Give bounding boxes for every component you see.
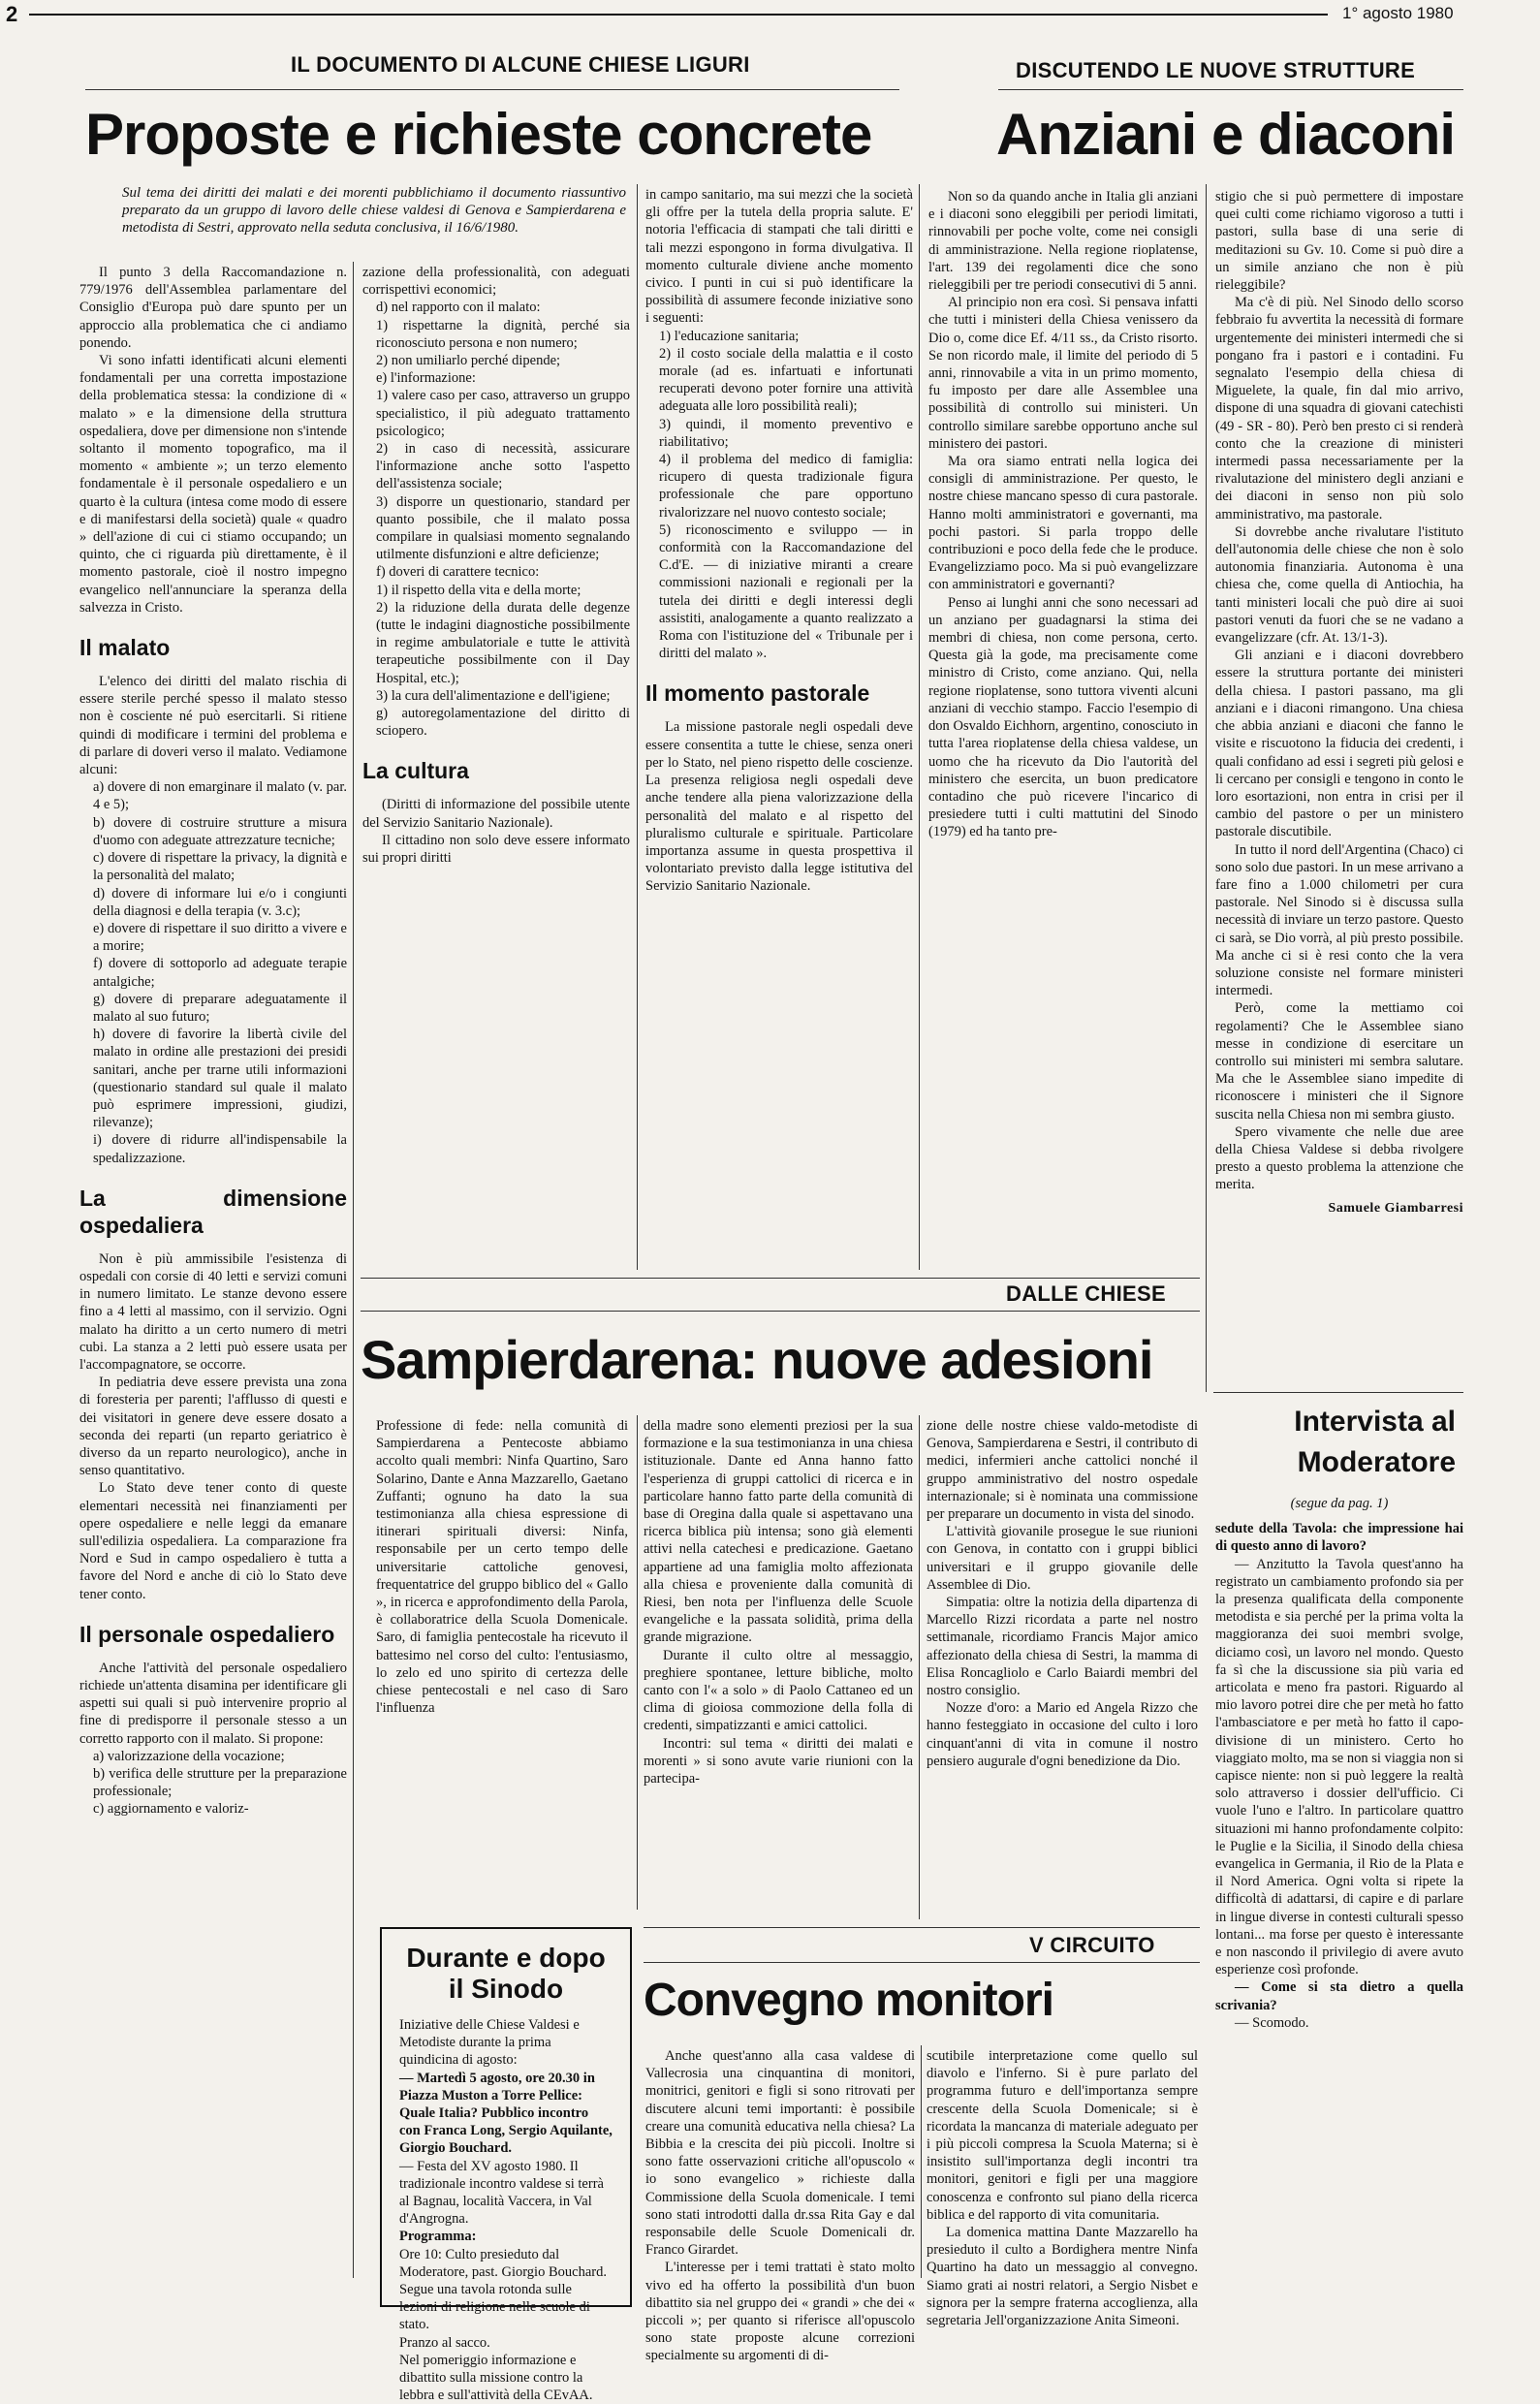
paragraph: Ore 10: Culto presieduto dal Moderatore, past. Giorgio Bouchard. Segue una tavola rotonda sulle lezioni di religione nelle scuole di stato. bbox=[399, 2246, 607, 2333]
subhead-personale: Il personale ospedaliero bbox=[79, 1621, 335, 1647]
list-item: b) dovere di costruire strutture a misura d'uomo con adeguate attrezzature tecniche; bbox=[93, 814, 347, 848]
paragraph: Gli anziani e i diaconi dovrebbero essere la struttura portante dei ministeri della chiesa. I pastori passano, ma gli anziani e i diaconi rimangono. Una chiesa che abbia anziani e diaconi che fanno le visite e riscuotono la fiducia dei credenti, i quali confidano ad essi i segreti più gelosi e li cercano per consigli e tengono in conto le loro esortazioni, non entra in crisi per il cambio del pastore o per un ministero pastorale discutibile. bbox=[1215, 648, 1463, 840]
paragraph: della madre sono elementi preziosi per la sua formazione e la sua testimonianza in una chiesa istituzionale. Dante ed Anna hanno fatto l'esperienza di gruppi cattolici di ricerca e in particolare hanno fatto parte della comunità di base di Oregina dalla quale si aspettavano una ricerca biblica più intensa; sono già elementi attivi nella catechesi e predicazione. Gaetano appartiene ad una famiglia molto affezionata alla chiesa e proveniente dalla comunità di Riesi, ben nota per l'influenza delle Scuole evangeliche e la passata solidità, prima della grande migrazione. bbox=[644, 1418, 913, 1646]
paragraph: L'attività giovanile prosegue le sue riunioni con Genova, in contatto con i gruppi biblici universitari e il gruppo giovanile delle Assemblee di Dio. bbox=[927, 1524, 1198, 1593]
headline-anziani: Anziani e diaconi bbox=[996, 102, 1456, 167]
page-number: 2 bbox=[6, 2, 18, 26]
section-rule bbox=[361, 1311, 1200, 1312]
intervista-title: Intervista al Moderatore bbox=[1294, 1406, 1456, 1478]
column-rule bbox=[921, 2045, 922, 2278]
kicker-left: IL DOCUMENTO DI ALCUNE CHIESE LIGURI bbox=[291, 52, 750, 77]
subhead-cultura: La cultura bbox=[362, 758, 469, 784]
paragraph: stigio che si può permettere di impostare quei culti come richiamo vigoroso a tutti i pastori, sulla base di una serie di meditazioni su Gv. 10. Come si può dire a un simile anziano che non è più rieleggibile? bbox=[1215, 189, 1463, 294]
right-column-1 bbox=[928, 188, 1198, 1260]
intervista-column bbox=[1215, 1495, 1463, 2280]
list-item: a) dovere di non emarginare il malato (v. par. 4 e 5); bbox=[93, 779, 347, 813]
list-item: 2) non umiliarlo perché dipende; bbox=[376, 353, 561, 369]
kicker-circuito: V CIRCUITO bbox=[1029, 1933, 1155, 1957]
paragraph: In tutto il nord dell'Argentina (Chaco) ci sono solo due pastori. In un mese arrivano a fare fino a 1.000 chilometri per cura pastorale. Nel Sinodo si è discussa sulla necessità di inviare un terzo pastore. Questo ci sarà, se Dio vorrà, al più presto possibile. Ma anche ci si è resi conto che la vera soluzione consiste nel formare ministeri intermedi. bbox=[1215, 841, 1463, 999]
list-item: g) autoregolamentazione del diritto di sciopero. bbox=[376, 706, 630, 740]
list-item: e) l'informazione: bbox=[376, 370, 476, 387]
paragraph: La domenica mattina Dante Mazzarello ha presieduto il culto a Bordighera mentre Ninfa Quartino ha dato un messaggio al convegno. Siamo grati ai nostri relatori, a Sergio Nisbet e signora per la sempre fraterna accoglienza, alla segretaria Jell'organizzazione Anita Simeoni. bbox=[927, 2225, 1198, 2329]
paragraph: Simpatia: oltre la notizia della dipartenza di Marcello Rizzi ricordata a parte nel nostro settimanale, ricordiamo Francis Major amico affezionato della chiesa di Sestri, la mamma di Elisa Roncagliolo e Carlo Baiardi membri del nostro consiglio. bbox=[927, 1595, 1198, 1699]
paragraph: Però, come la mettiamo coi regolamenti? Che le Assemblee siano messe in condizione di esercitare un controllo sui ministeri mi sembra salutare. Ma che le Assemblee siano impedite di riconoscere i ministeri che il Signore suscita nella Chiesa non mi sembra giusto. bbox=[1215, 1000, 1463, 1123]
paragraph: Nozze d'oro: a Mario ed Angela Rizzo che hanno festeggiato in occasione del culto i loro cinquant'anni di vita in comune il nostro pensiero augurale d'ogni benedizione da Dio. bbox=[927, 1700, 1198, 1769]
paragraph: Il punto 3 della Raccomandazione n. 779/1976 dell'Assemblea parlamentare del Consiglio d'Europa può dare spunto per un approccio alla problematica che ci andiamo ponendo. bbox=[79, 265, 347, 351]
column-3 bbox=[645, 186, 913, 1272]
chiese-column-1 bbox=[376, 1417, 628, 1912]
list-item: 1) rispettarne la dignità, perché sia riconosciuto persona e non numero; bbox=[376, 317, 630, 351]
list-item: 2) il costo sociale della malattia e il costo morale (ad es. infartuati e infortunati recuperati devono poter fornire una attività adeguata alle loro possibilità reali); bbox=[659, 345, 913, 415]
paragraph: Programma: bbox=[399, 2229, 477, 2245]
paragraph: Pranzo al sacco. bbox=[399, 2334, 490, 2351]
chiese-column-3 bbox=[927, 1417, 1198, 1921]
subhead-malato: Il malato bbox=[79, 635, 171, 661]
list-item: d) dovere di informare lui e/o i congiunti della diagnosi e della terapia (v. 3.c); bbox=[93, 885, 347, 919]
paragraph: (Diritti di informazione del possibile utente del Servizio Sanitario Nazionale). bbox=[362, 797, 630, 831]
paragraph: Anche l'attività del personale ospedaliero richiede un'attenta disamina per identificare gli aspetti sui quali si può intervenire proprio al fine di predisporre il personale stesso a un corretto rapporto con il malato. Si propone: bbox=[79, 1660, 347, 1747]
section-rule bbox=[1213, 1392, 1463, 1393]
headline-convegno: Convegno monitori bbox=[644, 1975, 1053, 2026]
list-item: h) dovere di favorire la libertà civile del malato in ordine alle prestazioni dei presidi sanitari, anche per trarne utili informazioni (questionario standard sul quale il malato può esprimere impressioni, giudizi, rilevanze); bbox=[93, 1027, 347, 1131]
paragraph: Al principio non era così. Si pensava infatti che tutti i ministeri della Chiesa venissero da Dio o, come dice Ef. 4/11 ss., da Cristo risorto. Se non ricordo male, il limite del periodo di 5 anni, rinnovabile a vita in un primo momento, fu imposto per dare alle Assemblee una possibilità di controllo sui ministeri. Un controllo similare sarebbe opportuno anche sul ministero dei pastori. bbox=[928, 295, 1198, 452]
circuito-column-2 bbox=[927, 2047, 1198, 2329]
page-date: 1° agosto 1980 bbox=[1342, 4, 1454, 22]
list-item: 3) quindi, il momento preventivo e riabilitativo; bbox=[659, 416, 913, 450]
list-item: 4) il problema del medico di famiglia: ricupero di questa tradizionale figura professionale che pare opportuno rivalorizzare nel nuovo contesto sociale; bbox=[659, 452, 913, 521]
subhead-dimensione: La dimensione ospedaliera bbox=[79, 1185, 347, 1238]
paragraph: Nel pomeriggio informazione e dibattito sulla missione contro la lebbra e sull'attività della CEvAA. bbox=[399, 2352, 593, 2404]
chiese-column-2 bbox=[644, 1417, 913, 1921]
column-rule bbox=[1206, 184, 1207, 1392]
paragraph: L'elenco dei diritti del malato rischia di essere sterile perché spesso il malato stesso non è cosciente né può esercitarli. Si ritiene quindi di modificare i termini del problema e di parlare di doveri verso il malato. Vediamone alcuni: bbox=[79, 674, 347, 778]
header-rule bbox=[29, 14, 1328, 16]
kicker-right: DISCUTENDO LE NUOVE STRUTTURE bbox=[1016, 58, 1416, 82]
column-1 bbox=[79, 264, 347, 2290]
list-item: 2) la riduzione della durata delle degenze (tutte le indagini diagnostiche possibilmente in regime ambulatoriale e tutte le attività terapeutiche possibilmente con il Day Hospital, etc.); bbox=[376, 599, 630, 686]
paragraph: Ma c'è di più. Nel Sinodo dello scorso febbraio fu avvertita la necessità di formare urgentemente dei ministeri intermedi che si pongano fra i pastori e i contadini. Fu segnalato l'esempio della chiesa di Miguelete, la quale, fin dal mio arrivo, dispone di una squadra di giovani catechisti (49 - SR - 80). Però ben presto ci si renderà conto che la creazione di ministeri intermedi passa necessariamente per la rivalutazione del ministero degli anziani e dei diaconi in senso non più solo amministrativo, ma pastorale. bbox=[1215, 295, 1463, 522]
list-item: 3) la cura dell'alimentazione e dell'igiene; bbox=[376, 687, 611, 704]
column-rule bbox=[637, 1415, 638, 1910]
answer: — Scomodo. bbox=[1235, 2014, 1309, 2031]
question: — Come si sta dietro a quella scrivania? bbox=[1215, 1979, 1463, 2013]
paragraph: La missione pastorale negli ospedali deve essere consentita a tutte le chiese, senza oneri per lo Stato, nel pieno rispetto delle coscienze. La presenza religiosa negli ospedali deve anche tendere alla piena valorizzazione della personalità del malato e al rispetto del pluralismo culturale e spirituale. Particolare importanza assume in questa prospettiva il volontariato previsto dalla legge istitutiva del Servizio Sanitario Nazionale. bbox=[645, 719, 913, 895]
paragraph: Anche quest'anno alla casa valdese di Vallecrosia una cinquantina di monitori, monitrici, genitori e figli si sono ritrovati per discutere alcuni temi importanti: è possibile creare una comunità educativa nella chiesa? La Bibbia e la crescita dei più piccoli. Inoltre si sono fatte osservazioni critiche all'opuscolo « io sono evangelico » richieste dalla Commissione della Scuola domenicale. I temi sono stati introdotti dalla dr.ssa Rita Gay e dal responsabile delle Scuole Domenicali dr. Franco Girardet. bbox=[645, 2048, 915, 2259]
circuito-column-1 bbox=[645, 2047, 915, 2364]
list-item: f) doveri di carattere tecnico: bbox=[376, 564, 540, 581]
paragraph: Non so da quando anche in Italia gli anziani e i diaconi sono eleggibili per periodi limitati, rinnovabili per poche volte, come nei consigli di amministrazione. Nella regione rioplatense, l'art. 139 dei regolamenti dice che sono rieleggibili per tre periodi consecutivi di 5 anni. bbox=[928, 189, 1198, 294]
column-rule bbox=[919, 1415, 920, 1919]
paragraph: L'interesse per i temi trattati è stato molto vivo ed ha offerto la possibilità d'un buon dibattito sia nel gruppo dei « grandi » che dei « piccoli »; per quanto si riferisce all'opuscolo sono state proposte alcune correzioni specialmente su argomenti di di- bbox=[645, 2260, 915, 2364]
column-rule bbox=[637, 184, 638, 1270]
paragraph: Penso ai lunghi anni che sono necessari ad un anziano per guadagnarsi la stima dei membri di chiesa, non come persona, certo. Questa già la gode, ma precisamente come ministro di Cristo, come anziano. Qui, nella regione rioplatense, sono tuttora viventi alcuni anziani di vecchio stampo. Faccio l'esempio di don Osvaldo Eichhorn, argentino, conosciuto in tutta l'area rioplatense della chiesa valdese, un uomo che ha ricevuto da Dio l'autorità del ministero che esercita, un buon predicatore contadino che può ricevere l'incarico di presiedere tutti i culti mattutini del Sinodo (1979) ed ha tanto pre- bbox=[928, 594, 1198, 840]
list-item: 1) il rispetto della vita e della morte; bbox=[376, 582, 581, 598]
paragraph: Iniziative delle Chiese Valdesi e Metodiste durante la prima quindicina di agosto: bbox=[399, 2017, 580, 2069]
paragraph: Vi sono infatti identificati alcuni elementi fondamentali per una corretta impostazione della problematica stessa: la condizione di « malato » e la dimensione della struttura ospedaliera, dove per dimensione non s'intende soltanto il momento topografico, ma il momento « ambiente »; un terzo elemento fondamentale è il personale ospedaliero e un quarto è la cultura (intesa come modo di essere e di manifestarsi della società) quale « quadro » dell'azione di cui ci stiamo occupando; un quinto, che ci riguarda più direttamente, è il momento pastorale, cioè il nostro impegno evangelico nell'annunciare la speranza della salvezza in Cristo. bbox=[79, 353, 347, 616]
paragraph: (segue da pag. 1) bbox=[1290, 1496, 1389, 1511]
list-item: 2) in caso di necessità, assicurare l'informazione anche sotto l'aspetto dell'assistenza sociale; bbox=[376, 441, 630, 492]
list-item: c) dovere di rispettare la privacy, la dignità e la personalità del malato; bbox=[93, 850, 347, 884]
column-rule bbox=[919, 184, 920, 1270]
paragraph: Si dovrebbe anche rivalutare l'istituto dell'autonomia delle chiese che non è solo autonomia finanziaria. Autonoma è una chiesa che, come quella di Antiochia, ha tanti ministeri locali che può dire ai suoi pastori venuti da fuori che se ne vadano a evangelizzare (cfr. At. 13/1-3). bbox=[1215, 523, 1463, 647]
list-item: 1) valere caso per caso, attraverso un gruppo specialistico, il più adeguato trattamento psicologico; bbox=[376, 388, 630, 439]
list-item: g) dovere di preparare adeguatamente il malato al suo futuro; bbox=[93, 991, 347, 1025]
list-item: c) aggiornamento e valoriz- bbox=[93, 1801, 249, 1818]
paragraph: In pediatria deve essere prevista una zona di foresteria per parenti; l'afflusso di questi e dei visitatori in genere deve essere dosato a seconda dei reparti (un reparto geriatrico è diverso da un reparto neurologico), anche in senso quantitativo. bbox=[79, 1375, 347, 1479]
paragraph: Incontri: sul tema « diritti dei malati e morenti » si sono avute varie riunioni con la partecipa- bbox=[644, 1735, 913, 1787]
headline-proposte: Proposte e richieste concrete bbox=[85, 102, 872, 167]
kicker-left-rule bbox=[85, 89, 899, 90]
list-item: b) verifica delle strutture per la preparazione professionale; bbox=[93, 1766, 347, 1800]
signature: Samuele Giambarresi bbox=[1328, 1200, 1463, 1216]
paragraph: Professione di fede: nella comunità di Sampierdarena a Pentecoste abbiamo accolto quali membri: Ninfa Quartino, Saro Solarino, Dante e Anna Mazzarello, Gaetano Zuffanti; ognuno ha dato la sua testimonianza alla chiesa espressione di itinerari spirituali diversi: Ninfa, responsabile per un certo tempo delle universitarie cattoliche genovesi, frequentatrice del gruppo biblico del « Gallo », in ricerca e approfondimento della Parola, è collaboratrice della Scuola Domenicale. Saro, di famiglia pentecostale ha ricevuto il battesimo nel corso del culto: l'entusiasmo, lo zelo ed uno spirito di certezza delle chiese pentecostali e nel caso di Saro l'influenza bbox=[376, 1418, 628, 1717]
kicker-chiese: DALLE CHIESE bbox=[1006, 1281, 1166, 1306]
column-2 bbox=[362, 264, 630, 1272]
paragraph: — Festa del XV agosto 1980. Il tradizionale incontro valdese si terrà al Bagnau, località Vaccera, in Val d'Angrogna. bbox=[399, 2158, 604, 2228]
paragraph: Il cittadino non solo deve essere informato sui propri diritti bbox=[362, 832, 630, 867]
answer: — Anzitutto la Tavola quest'anno ha registrato un cambiamento profondo sia per la presenza qualificata della componente metodista e sia perché per la prima volta la maggioranza dei suoi membri svolge, diciamo così, un lavoro nel mondo. Questo fa sì che la discussione sia più varia ed articolata e meno fra pastori. Riguardo al mio lavoro potrei dire che per metà ho fatto l'ambasciatore e per metà ho fatto il capo-divisione di un ministero. Certo ho viaggiato molto, ma se non si viaggia non si capisce niente: non si può leggere la realtà solo attraverso i dossier dell'ufficio. Ci vuole l'uno e l'altro. In particolare quattro situazioni mi hanno profondamente colpito: le Puglie e la Sicilia, il Sinodo della chiesa evangelica in Germania, il Rio de la Plata e il Nord America. Ogni volta si ripete la difficoltà di adattarsi, di capire e di parlare in lingue diverse in contesti culturali spesso lontani... ma forse per questo è interessante e non nascondo il privilegio di avere avuto esperienze così profonde. bbox=[1215, 1556, 1463, 1978]
paragraph: Spero vivamente che nelle due aree della Chiesa Valdese si debba rivolgere presto a questo problema la attenzione che merita. bbox=[1215, 1123, 1463, 1193]
list-item: 3) disporre un questionario, standard per quanto possibile, che il malato possa compilare in qualsiasi momento segnalando utilmente disfunzioni e altre deficienze; bbox=[376, 493, 630, 563]
info-box-sinodo bbox=[380, 1927, 632, 2404]
box-title: Durante e dopo il Sinodo bbox=[406, 1943, 606, 2004]
paragraph: zione delle nostre chiese valdo-metodiste di Genova, Sampierdarena e Sestri, il contributo di medici, infermieri anche cattolici nonché il gruppo amministrativo del nostro ospedale internazionale; si è nominata una commissione per preparare un documento in vista del sinodo. bbox=[927, 1418, 1198, 1523]
list-item: a) valorizzazione della vocazione; bbox=[93, 1748, 285, 1764]
paragraph: Durante il culto oltre al messaggio, preghiere spontanee, letture bibliche, molto canto con l'« a solo » di Paolo Cattaneo ed un clima di gioiosa commozione della folla di credenti, simpatizzanti e amici cattolici. bbox=[644, 1647, 913, 1734]
headline-sampierdarena: Sampierdarena: nuove adesioni bbox=[361, 1329, 1153, 1390]
paragraph: scutibile interpretazione come quello sul diavolo e l'inferno. Si è pure parlato del programma futuro e dell'importanza sempre crescente della Scuola Domenicale; si è ricordata la mancanza di materiale adeguato per i più piccoli compresa la Scuola Materna; si è insistito sull'importanza degli incontri tra monitori, genitori e figli per una maggiore conoscenza e confronto sul piano della ricerca biblica e del rapporto di vita comunitaria. bbox=[927, 2048, 1198, 2223]
paragraph: Non è più ammissibile l'esistenza di ospedali con corsie di 40 letti e servizi comuni in numero limitato. Le stanze devono essere fino a 4 letti al massimo, con il servizio. Ogni malato ha diritto a un certo numero di metri cubi. La stanza a 2 letti può essere usata per l'accompagnatore, se occorre. bbox=[79, 1250, 347, 1373]
section-rule bbox=[644, 1962, 1200, 1963]
paragraph: Lo Stato deve tener conto di queste elementari necessità nei finanziamenti per opere ospedaliere e nelle leggi da emanare sull'edilizia ospedaliera. La comparazione fra Nord e Sud in campo ospedaliero è tutta a favore del Nord e anche di ciò lo Stato deve tener conto. bbox=[79, 1480, 347, 1602]
paragraph: zazione della professionalità, con adeguati corrispettivi economici; bbox=[362, 265, 630, 299]
list-item: 1) l'educazione sanitaria; bbox=[659, 328, 800, 344]
list-item: d) nel rapporto con il malato: bbox=[376, 300, 541, 316]
right-column-2 bbox=[1215, 188, 1463, 1396]
section-rule bbox=[361, 1278, 1200, 1279]
paragraph: in campo sanitario, ma sui mezzi che la società gli offre per la tutela della propria salute. E' notoria l'efficacia di stampati che tali diritti e tali mezzi espongono in forma divulgativa. Il momento culturale diviene anche momento civico. I punti in cui si può identificare la possibilità di assumere feconde iniziative sono i seguenti: bbox=[645, 187, 913, 327]
question: sedute della Tavola: che impressione hai di questo anno di lavoro? bbox=[1215, 1521, 1463, 1555]
list-item: e) dovere di rispettare il suo diritto a vivere e a morire; bbox=[93, 920, 347, 955]
paragraph: Ma ora siamo entrati nella logica dei consigli di amministrazione. Per questo, le nostre chiese mancano spesso di cura pastorale. Hanno molti amministratori e governanti, ma pochi pastori. Si parla troppo delle contribuzioni e poco della fede che le produce. Evangelizziamo poco. Ma si può evangelizzare con amministratori e governanti? bbox=[928, 454, 1198, 593]
article-intro: Sul tema dei diritti dei malati e dei morenti pubblichiamo il documento riassuntivo preparato da un gruppo di lavoro delle chiese valdesi di Genova e Sampierdarena e metodista di Sestri, approvato nella seduta conclusiva, il 16/6/1980. bbox=[122, 185, 626, 237]
list-item: f) dovere di sottoporlo ad adeguate terapie antalgiche; bbox=[93, 956, 347, 990]
subhead-pastorale: Il momento pastorale bbox=[645, 680, 870, 707]
section-rule bbox=[644, 1927, 1200, 1928]
kicker-right-rule bbox=[998, 89, 1463, 90]
list-item: i) dovere di ridurre all'indispensabile la spedalizzazione. bbox=[93, 1132, 347, 1166]
list-item: 5) riconoscimento e sviluppo — in conformità con la Raccomandazione del C.d'E. — di iniziative miranti a creare commissioni nazionali e regionali per la tutela dei diritti e degli interessi degli assistiti, analogamente a quanto realizzato a Roma con l'istituzione del « Tribunale per i diritti del malato ». bbox=[659, 522, 913, 662]
paragraph: — Martedì 5 agosto, ore 20.30 in Piazza Muston a Torre Pellice: Quale Italia? Pubblico incontro con Franca Long, Sergio Aquilante, Giorgio Bouchard. bbox=[399, 2070, 613, 2157]
column-rule bbox=[353, 262, 354, 2278]
